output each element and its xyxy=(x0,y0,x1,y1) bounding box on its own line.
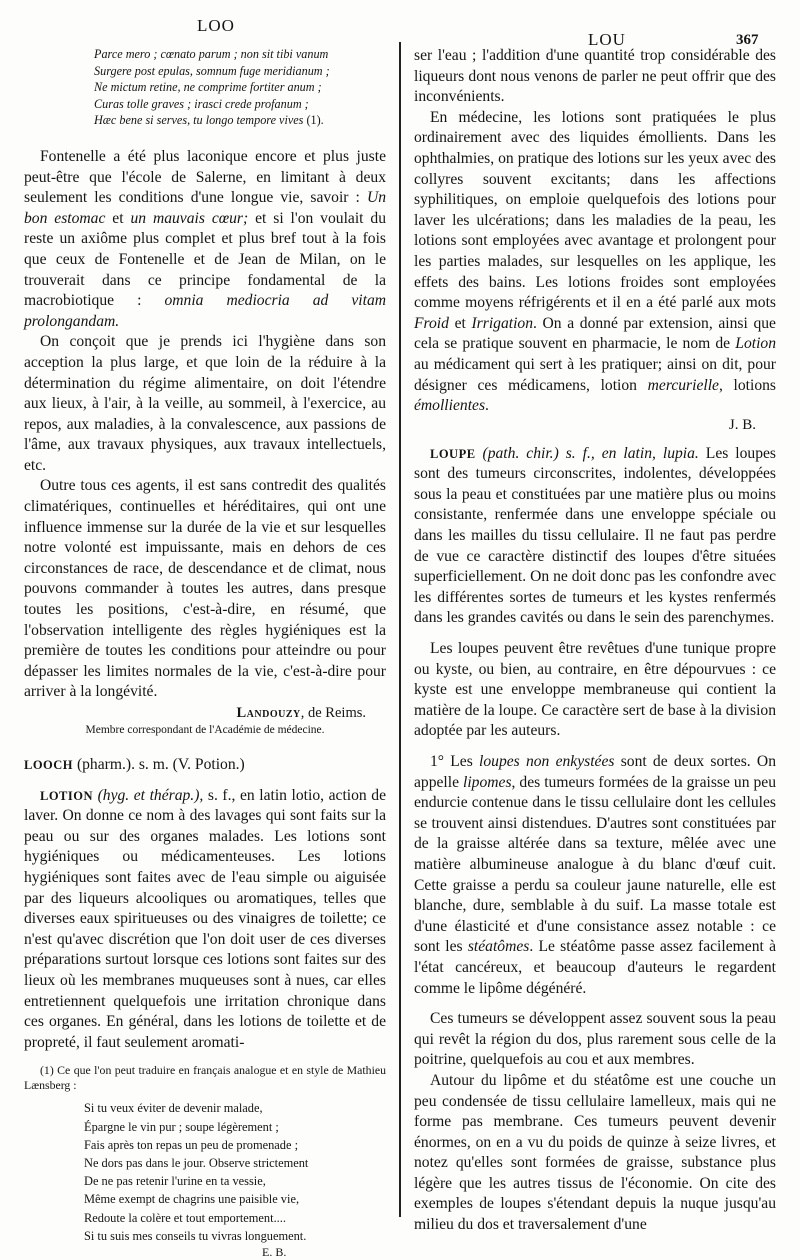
footnote-poem-line: Fais après ton repas un peu de promenade ; xyxy=(84,1137,299,1152)
footnote-ref: (1). xyxy=(303,113,324,128)
emphasis: stéatômes xyxy=(467,938,530,956)
emphasis: émollientes xyxy=(414,397,486,415)
paragraph-lotion-continued: ser l'eau ; l'addition d'une quantité trop considérable des liqueurs dont nous venons de parler ne peut offrir que des inconvénients. xyxy=(414,47,776,106)
paragraph-agents: Outre tous ces agents, il est sans contredit des qualités climatériques, continuelles et héréditaires, qui ont une influence immense sur la durée de la vie et sur lesquelles notre volonté est impuissante, mais en dehors de ces circonstances de race, de descendance et de climat, nous pouvons commander à toutes les autres, dans presque toutes les positions, c'est-à-dire, en résumé, que l'observation intelligente des règles hygiéniques est la première de toutes les conditions pour atteindre ou pour dépasser les limites normales de la vie, c'est-à-dire pour arriver à la longévité. xyxy=(24,477,386,701)
footnote-poem-line: Même exempt de chagrins une paisible vie, xyxy=(84,1192,300,1207)
text-run: Fontenelle a été plus laconique encore et plus juste peut-être que l'école de Salerne, en limitant à deux seulement les conditions d'une longue vie, savoir : xyxy=(24,147,386,207)
emphasis: omnia mediocria ad vitam prolongandam. xyxy=(24,292,386,330)
text-run: au médicament qui sert à les pratiquer; ainsi on dit, pour désigner ces médicamens, lotion xyxy=(414,355,776,394)
footnote-poem-line: Ne dors pas dans le jour. Observe strictement xyxy=(84,1155,309,1170)
paragraph-fontenelle xyxy=(24,147,386,332)
entry-lotion xyxy=(24,786,386,1054)
text-run: , des tumeurs formées de la graisse un peu endurcie contenue dans le tissu cellulaire dont les cellules se trouvent ainsi distendues. D'autres sont constituées par de la graisse altérée dans sa texture, mêlée avec une matière albumineuse analogue à du blanc d'œuf cuit. Cette graisse a perdu sa couleur jaune naturelle, elle est blanche, dure, semblable à du suif. La masse totale est d'une élasticité et d'une consistance assez notable : ce sont les xyxy=(414,773,776,956)
page-number: 367 xyxy=(736,32,759,48)
text-run: et si l'on voulait du reste un axiôme plus complet et plus bref tout à la fois que ceux de Fontenelle et de Jean de Milan, on le trouverait dans ce principe fondamental de la macrobiotique : xyxy=(24,209,386,310)
entry-category: (path. chir.) s. f., en latin, lupia. xyxy=(475,444,706,462)
entry-loupe xyxy=(414,444,776,629)
footnote-poem xyxy=(84,1099,386,1245)
running-header xyxy=(0,16,800,49)
left-running-title: LOO xyxy=(197,16,235,35)
emphasis: lipomes xyxy=(463,773,512,791)
text-run: . xyxy=(485,397,489,415)
text-run: et xyxy=(448,314,472,332)
footnote-poem-line: Redoute la colère et tout emportement.... xyxy=(84,1210,286,1225)
poem-line: Parce mero ; cœnato parum ; non sit tibi vanum xyxy=(94,47,329,61)
author-name: Landouzy xyxy=(236,705,301,721)
paragraph-developpement: Ces tumeurs se développent assez souvent sous la peau qui revêt la région du dos, plus rarement sous celle de la poitrine, quelquefois au cou et aux membres. xyxy=(414,1010,776,1069)
poem-line: Ne mictum retine, ne comprime fortiter anum ; xyxy=(94,80,322,95)
author-initials: J. B. xyxy=(728,416,756,433)
poem-line: Curas tolle graves ; irasci crede profanum ; xyxy=(94,96,309,111)
poem-line: Surgere post epulas, somnum fuge meridianum ; xyxy=(94,63,330,78)
author-place: , de Reims. xyxy=(300,705,366,721)
emphasis: Lotion xyxy=(735,335,776,353)
entry-category: (hyg. et thérap.), xyxy=(93,786,208,804)
entry-text: Les loupes sont des tumeurs circonscrites, indolentes, développées sous la peau et constituées par une matière plus ou moins consistante, renfermée dans une enveloppe spéciale ou dans les mailles du tissu cellulaire. Il ne faut pas perdre de vue ce caractère distinctif des loupes d'être situées superficiellement. On ne doit donc pas les confondre avec les différentes sortes de tumeurs et les kystes renfermés dans les grandes cavités ou dans le sein des parenchymes. xyxy=(414,444,776,627)
paragraph-hygiene: On conçoit que je prends ici l'hygiène dans son acception la plus large, et que loin de la réduire à la détermination du régime alimentaire, on doit l'étendre aux lieux, à l'air, à la veille, au sommeil, à l'exercice, au repos, aux maladies, à la convalescence, aux passions de l'âme, aux travaux physiques, aux travaux intellectuels, etc. xyxy=(24,333,386,474)
emphasis: Irrigation xyxy=(471,314,533,332)
entry-term: LOTION xyxy=(40,788,94,803)
footnote-signature: E. B. xyxy=(262,1244,287,1259)
text-run: En médecine, les lotions sont pratiquées le plus ordinairement avec des liquides émollients. Dans les ophthalmies, on pratique des lotions sur les yeux avec des collyres souvent excitants; dans les affections syphilitiques, on emploie quelquefois des lotions pour laver les ulcérations; dans les maladies de la peau, les lotions sont employées avec avantage et prolongent pour les parties malades, sur lesquelles on les applique, les effets des bains. Les lotions froides sont employées comme moyens réfrigérents et il en a été parlé aux mots xyxy=(414,108,776,312)
paragraph-non-enkystees xyxy=(414,752,776,999)
footnote-poem-line: Épargne le vin pur ; soupe légèrement ; xyxy=(84,1119,279,1134)
emphasis: loupes non enkystées xyxy=(479,753,615,770)
emphasis: Un bon estomac xyxy=(24,189,386,227)
text-run: et xyxy=(105,209,131,227)
right-running-title: LOU xyxy=(588,30,626,49)
text-run: . On a donné par extension, ainsi que cela se pratique souvent en pharmacie, le nom de xyxy=(414,314,776,353)
poem-line xyxy=(94,112,386,129)
author-signature xyxy=(24,703,366,723)
text-run: 1° Les xyxy=(430,753,480,770)
text-run: sont de deux sortes. On appelle xyxy=(414,753,776,791)
emphasis: mercurielle xyxy=(647,376,719,394)
footnote: (1) Ce que l'on peut traduire en français analogue et en style de Mathieu Lænsberg : xyxy=(24,1063,386,1093)
entry-text: (pharm.). s. m. (V. Potion.) xyxy=(73,756,245,773)
right-column xyxy=(414,46,776,1234)
latin-poem xyxy=(94,46,386,129)
paragraph-loupes-kyste: Les loupes peuvent être revêtues d'une tunique propre ou kyste, ou bien, au contraire, en être dépourvues : ce kyste est une enveloppe membraneuse qui contient la matière de la loupe. Ce caractère sert de base à la division adoptée par les auteurs. xyxy=(414,640,776,740)
paragraph-autour-lipome: Autour du lipôme et du stéatôme est une couche un peu condensée de tissu cellulaire lamelleux, mais qui ne forme pas membrane. Ces tumeurs peuvent devenir énormes, on en a vu du poids de quinze à seize livres, et notez qu'elles sont formées de graisse, substance plus légère que les autres tissus de l'économie. On cite des exemples de loupes s'étendant depuis la nuque jusqu'au milieu du dos et traversalement d'une xyxy=(414,1071,776,1234)
footnote-poem-line: Si tu veux éviter de devenir malade, xyxy=(84,1101,263,1116)
entry-text: s. f., en latin lotio, action de laver. On donne ce nom à des lavages qui sont faits sur la peau ou sur des organes malades. Les lotions sont hygiéniques ou médicamenteuses. Les lotions hygiéniques sont faites avec de l'eau simple ou aiguisée par des liqueurs alcooliques ou aromatiques, telles que diverses eaux spiritueuses ou des vinaigres de toilette; ce n'est qu'avec discrétion que l'on doit user de ces diverses préparations surtout lorsque ces lotions sont faites sur des lieux où les membranes muqueuses sont à nues, car elles entretiennent quelquefois une irritation chronique dans ces organes. En général, dans les lotions de toilette et de propreté, il faut seulement aromati- xyxy=(24,786,387,1051)
column-divider xyxy=(399,42,401,1217)
footnote-poem-line: De ne pas retenir l'urine en ta vessie, xyxy=(84,1174,266,1189)
text-run: . Le stéatôme passe assez facilement à l'état cancéreux, et beaucoup d'auteurs le regardent comme le lipôme dégénéré. xyxy=(414,938,776,997)
text-run: , lotions xyxy=(718,376,776,394)
emphasis: Froid xyxy=(414,314,449,332)
paragraph-medecine xyxy=(414,108,776,417)
poem-line-text: Hæc bene si serves, tu longo tempore vives xyxy=(94,113,304,128)
entry-term: LOOCH xyxy=(24,758,74,772)
entry-looch xyxy=(24,755,386,776)
footnote-poem-line: Si tu suis mes conseils tu vivras longuement. xyxy=(84,1228,307,1243)
author-title: Membre correspondant de l'Académie de médecine. xyxy=(85,724,325,736)
entry-term: LOUPE xyxy=(430,446,476,461)
left-column xyxy=(24,46,387,1259)
emphasis: un mauvais cœur; xyxy=(130,209,249,227)
